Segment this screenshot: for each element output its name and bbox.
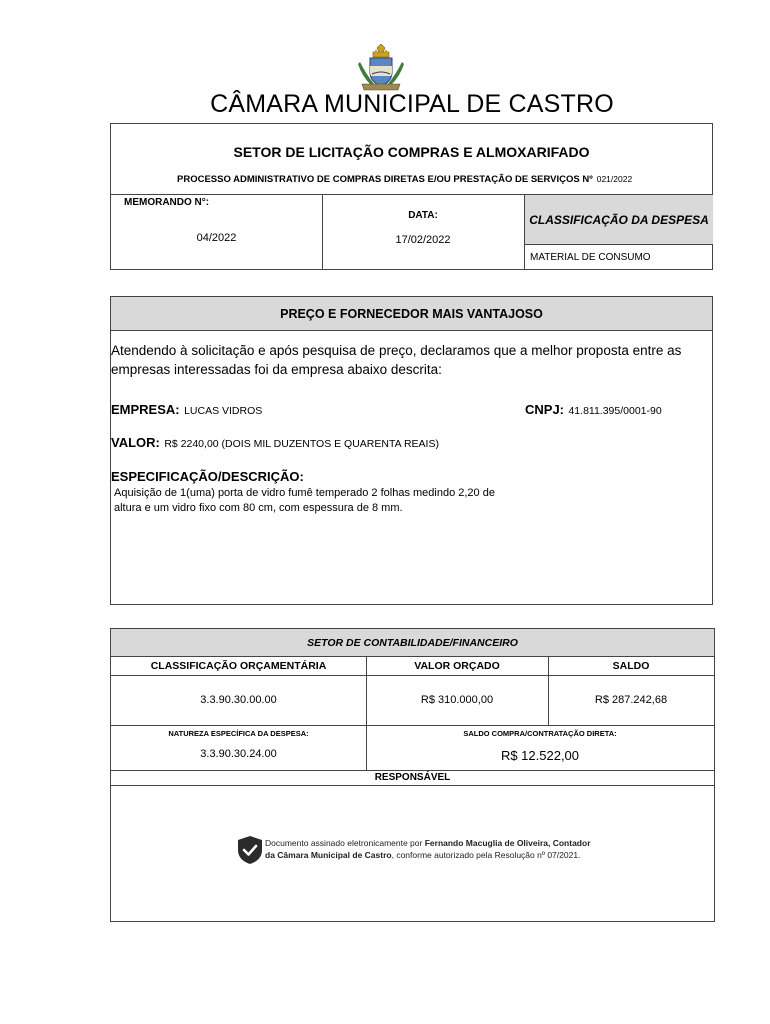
especificacao-text bbox=[114, 486, 554, 516]
valor-value: R$ 2240,00 (DOIS MIL DUZENTOS E QUARENTA REAIS) bbox=[164, 438, 439, 450]
data-value: 17/02/2022 bbox=[395, 234, 451, 246]
valor-row bbox=[111, 434, 439, 452]
preco-fornecedor-box bbox=[110, 296, 713, 605]
memorando-value: 04/2022 bbox=[196, 232, 237, 244]
especificacao-line-1: Aquisição de 1(uma) porta de vidro fumê temperado 2 folhas medindo 2,20 de bbox=[114, 487, 495, 499]
col-valor-orcado-header: VALOR ORÇADO bbox=[414, 659, 500, 672]
classificacao-label: CLASSIFICAÇÃO DA DESPESA bbox=[525, 195, 713, 245]
shield-check-icon bbox=[236, 835, 264, 870]
saldo-direta-label: SALDO COMPRA/CONTRATAÇÃO DIRETA: bbox=[463, 728, 617, 738]
classificacao-value: MATERIAL DE CONSUMO bbox=[530, 252, 651, 263]
classificacao-orcamentaria-value: 3.3.90.30.00.00 bbox=[200, 694, 277, 706]
responsavel-label: RESPONSÁVEL bbox=[374, 772, 451, 783]
divider bbox=[111, 725, 714, 726]
declaration-line-2: empresas interessadas foi da empresa abaixo descrita: bbox=[111, 362, 442, 377]
declaration-paragraph bbox=[111, 341, 714, 379]
processo-number: 021/2022 bbox=[596, 174, 633, 184]
cnpj-value: 41.811.395/0001-90 bbox=[568, 405, 662, 417]
saldo-direta-value: R$ 12.522,00 bbox=[500, 747, 580, 763]
natureza-value: 3.3.90.30.24.00 bbox=[200, 748, 277, 760]
signature-text-1: Documento assinado eletronicamente por bbox=[265, 838, 423, 848]
natureza-label: NATUREZA ESPECÍFICA DA DESPESA: bbox=[168, 728, 309, 738]
divider bbox=[322, 194, 323, 270]
empresa-row bbox=[111, 401, 262, 419]
cnpj-row bbox=[525, 401, 662, 419]
cnpj-label: CNPJ: bbox=[525, 402, 565, 417]
processo-label: PROCESSO ADMINISTRATIVO DE COMPRAS DIRETAS E/OU PRESTAÇÃO DE SERVIÇOS Nº bbox=[177, 174, 593, 185]
divider bbox=[111, 785, 714, 786]
memorando-label: MEMORANDO N°: bbox=[124, 197, 210, 208]
signature-stamp-text bbox=[265, 837, 625, 861]
processo-line bbox=[177, 174, 632, 185]
municipal-crest-logo bbox=[356, 44, 406, 92]
setor-title: SETOR DE LICITAÇÃO COMPRAS E ALMOXARIFADO bbox=[233, 144, 590, 160]
col-saldo-header: SALDO bbox=[612, 659, 650, 672]
signature-signer: Fernando Macuglia de Oliveira, Contador bbox=[424, 838, 591, 848]
signature-institution: da Câmara Municipal de Castro bbox=[265, 850, 392, 860]
valor-label: VALOR: bbox=[111, 435, 160, 450]
licitacao-header-box bbox=[110, 123, 713, 270]
especificacao-line-2: altura e um vidro fixo com 80 cm, com espessura de 8 mm. bbox=[114, 502, 403, 514]
col-classificacao-header: CLASSIFICAÇÃO ORÇAMENTÁRIA bbox=[150, 659, 327, 672]
preco-section-title: PREÇO E FORNECEDOR MAIS VANTAJOSO bbox=[111, 297, 712, 331]
signature-text-2: , conforme autorizado pela Resolução nº 07/2021. bbox=[391, 850, 581, 860]
declaration-line-1: Atendendo à solicitação e após pesquisa de preço, declaramos que a melhor proposta entre as bbox=[111, 343, 682, 358]
empresa-value: LUCAS VIDROS bbox=[184, 405, 263, 417]
empresa-label: EMPRESA: bbox=[111, 402, 180, 417]
data-label: DATA: bbox=[408, 210, 438, 221]
especificacao-label: ESPECIFICAÇÃO/DESCRIÇÃO: bbox=[111, 469, 304, 484]
page-title: CÂMARA MUNICIPAL DE CASTRO bbox=[210, 90, 614, 118]
valor-orcado-value: R$ 310.000,00 bbox=[420, 694, 494, 706]
contabilidade-box bbox=[110, 628, 715, 922]
contabilidade-title: SETOR DE CONTABILIDADE/FINANCEIRO bbox=[111, 629, 714, 657]
saldo-value: R$ 287.242,68 bbox=[594, 694, 668, 706]
